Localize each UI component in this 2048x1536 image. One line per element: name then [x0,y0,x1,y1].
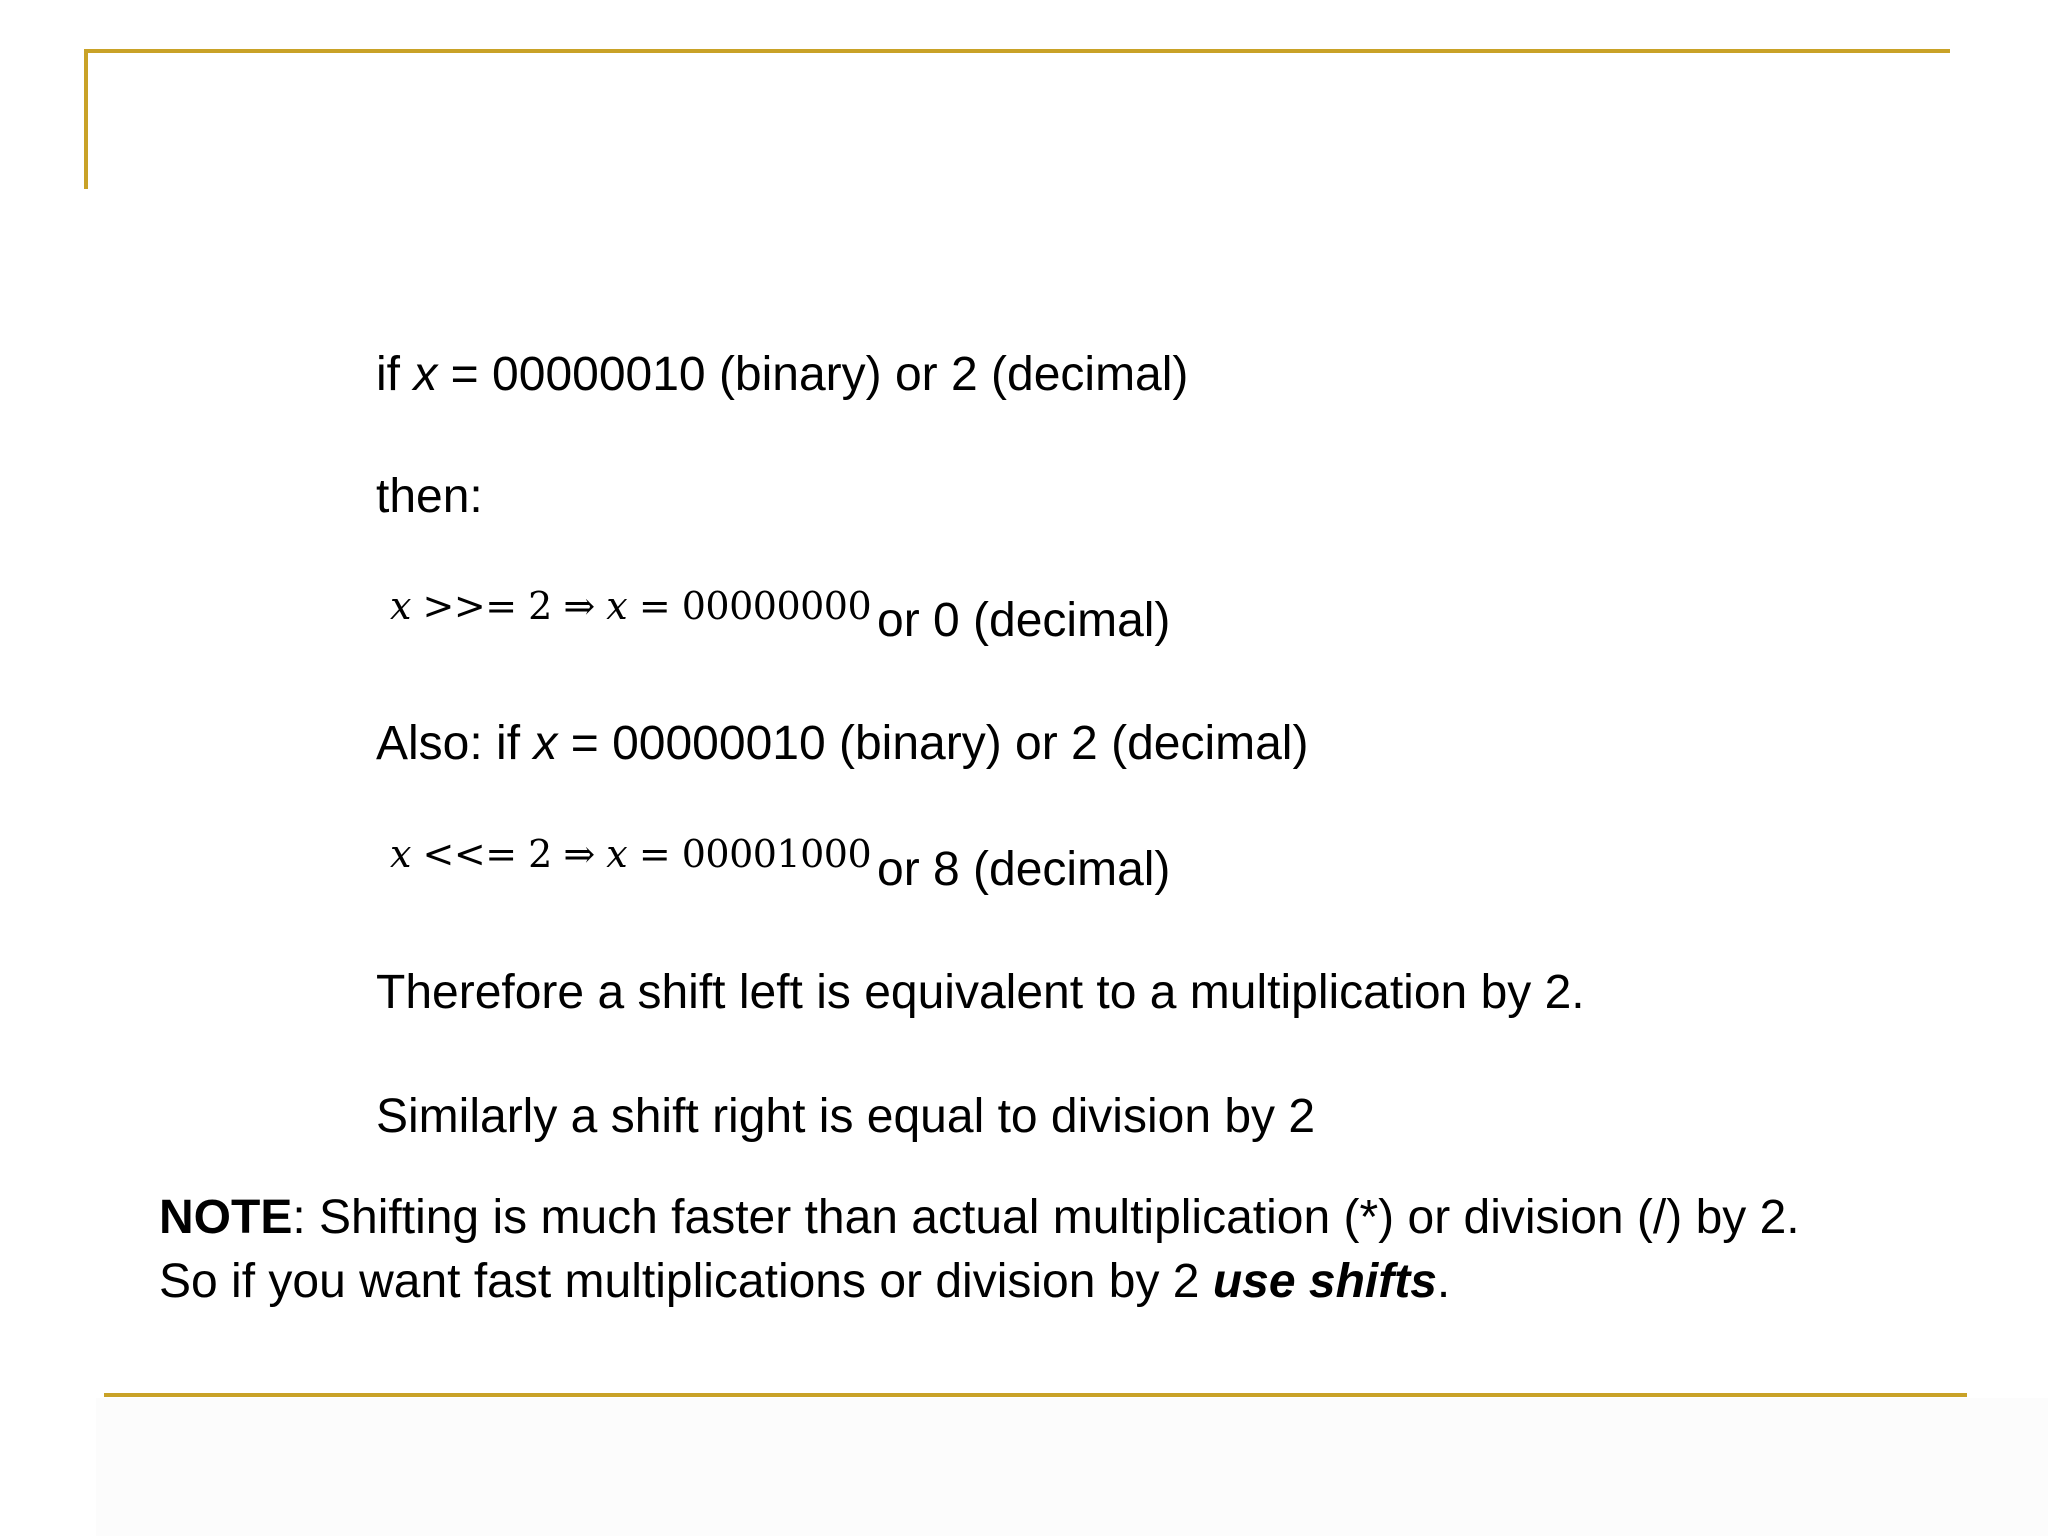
note-line-1 [159,1186,1800,1250]
note-emphasis: use shifts [1212,1255,1437,1308]
formula-result: = 00001000 [627,832,872,876]
then-line: then: [376,470,483,523]
if-x-line [376,347,1188,403]
top-accent-rule [84,49,1950,53]
note-line-2 [159,1250,1800,1314]
formula-var: x [390,584,411,628]
if-rest: = 00000010 (binary) or 2 (decimal) [437,348,1189,401]
formula-operator: >>= 2 ⇒ [410,584,607,628]
shift-left-formula [390,832,871,876]
note-line-1-text: : Shifting is much faster than actual multiplication (*) or division (/) by 2. [292,1191,1800,1244]
note-block [159,1186,1800,1314]
also-rest: = 00000010 (binary) or 2 (decimal) [557,717,1309,770]
similarly-line: Similarly a shift right is equal to division by 2 [376,1090,1316,1143]
formula-operator: <<= 2 ⇒ [410,832,607,876]
left-accent-rule [84,49,88,189]
formula-var: x [606,584,628,628]
variable-x: x [533,717,558,770]
formula-var: x [606,832,628,876]
bottom-accent-rule [104,1393,1967,1397]
also-prefix: Also: if [376,717,534,770]
shift-right-formula [390,584,871,628]
note-line-2-prefix: So if you want fast multiplications or division by 2 [159,1255,1213,1308]
footer-band [96,1398,2048,1536]
also-if-x-line [376,716,1308,772]
formula-var: x [390,832,411,876]
if-prefix: if [376,348,414,401]
variable-x: x [413,348,438,401]
formula-result: = 00000000 [627,584,872,628]
shift-right-tail: or 0 (decimal) [877,594,1171,647]
note-line-2-suffix: . [1436,1255,1451,1308]
note-label: NOTE [159,1191,293,1244]
therefore-line: Therefore a shift left is equivalent to a multiplication by 2. [376,966,1585,1019]
shift-left-tail: or 8 (decimal) [877,843,1171,896]
